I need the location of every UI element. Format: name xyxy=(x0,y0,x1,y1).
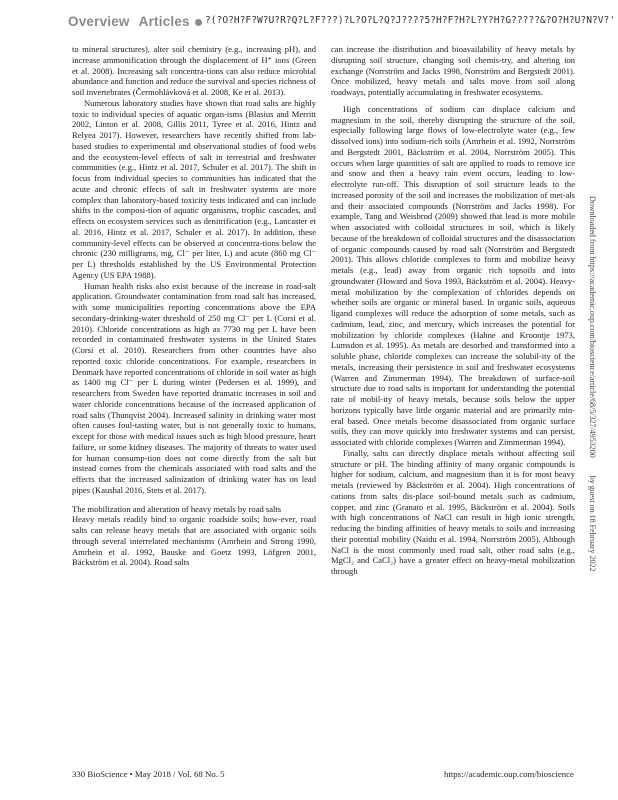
left-column xyxy=(72,44,316,568)
footer-citation: 330 BioScience • May 2018 / Vol. 68 No. 5 xyxy=(72,769,225,779)
articles-link[interactable]: Articles xyxy=(138,14,190,29)
dot-icon xyxy=(195,19,202,26)
left-paragraph-3: Human health risks also exist because of the increase in road-salt application. Groundwater contamination from road salt has increased, with some municipalities reporting concentrations above the EPA secondary-drinking-water threshold of 250 mg Cl⁻ per L (Corsi et al. 2010). Chloride concentrations as high as 7730 mg per L have been recorded in contaminated freshwater systems in the United States (Corsi et al. 2010). Researchers from other countries have also reported toxic chloride concentrations. For example, researchers in Denmark have reported concentrations of chloride in soil water as high as 1400 mg Cl⁻ per L during winter (Pedersen et al. 1999), and researchers from Sweden have reported dramatic increases in soil and water chloride concentrations because of the increased application of road salts (Thunqvist 2004). Increased salinity in drinking water most often causes foul-tasting water, but is not generally toxic to humans, except for those with medical issues such as high blood pressure, heart failure, or some kidney diseases. The majority of threats to water used for human consump-tion does not come directly from the salt but instead comes from the chemicals associated with road salts and the effects that the increased salinization of drinking water has on lead pipes (Kaushal 2016, Stets et al. 2017). xyxy=(72,280,316,495)
header-garbled-text: ?(?O?H?F?W?U?R?Q?L?F???)?L?O?L?Q?J????5?H?F?H?L?Y?H?G?????&?O?H?U?N?V?' xyxy=(205,15,615,26)
right-paragraph-3: Finally, salts can directly displace metals without affecting soil structure or pH. The binding affinity of many organic compounds is higher for sodium, calcium, and magnesium than it is for most heavy metals (reviewed by Bäckström et al. 2004). High concentrations of cations from salts dis-place soil-bound metals such as cadmium, copper, and zinc (Granato et al. 1995, Bäckström et al. 2004). Soils with high concentrations of NaCl can result in high ionic strength, reducing the binding affinities of heavy metals to soils and increasing their potential mobility (Naidu et al. 1994, Norrström 2005). Although NaCl is the most commonly used road salt, other road salts (e.g., MgCl₂ and CaCl₂) have a greater effect on heavy-metal mobilization through xyxy=(331,447,575,576)
left-paragraph-2: Numerous laboratory studies have shown that road salts are highly toxic to individual species of aquatic organ-isms (Blasius and Merritt 2002, Linton et al. 2008, Gillis 2011, Tyree et al. 2016, Hintz and Relyea 2017). However, researchers have recently shifted from lab-based studies to experimental and observational studies of food webs and the ecosystem-level effects of salt in terrestrial and freshwater communities (e.g., Hintz et al. 2017, Schuler et al. 2017). The shift in focus from individual species to communities has indicated that the acute and chronic effects of salt in freshwater systems are more complex than laboratory-based toxicity tests indicated and can include shifts in the composi-tion of aquatic organisms, trophic cascades, and effects on ecosystem services such as denitrification (e.g., Lancaster et al. 2016, Hintz et al. 2017, Schuler et al. 2017). In addition, these community-level effects can be observed at concentra-tions below the chronic (230 milligrams, mg, Cl⁻ per liter, L) and acute (860 mg Cl⁻ per L) thresholds established by the US Environmental Protection Agency (US EPA 1988). xyxy=(72,97,316,280)
downloaded-from-text: Downloaded from https://academic.oup.com/bioscience/article/68/5/327/4953200 xyxy=(588,196,597,458)
by-guest-text: by guest on 18 February 2022 xyxy=(588,475,597,572)
page-header xyxy=(68,14,613,36)
footer-url[interactable]: https://academic.oup.com/bioscience xyxy=(444,769,574,779)
right-paragraph-2: High concentrations of sodium can displace calcium and magnesium in the soil, thereby disrupting the structure of the soil, especially following large flows of low-electrolyte water (e.g., few dissolved ions) into sodium-rich soils (Amrhein et al. 1992, Norrström and Bergstedt 2001, Bäckström et al. 2004, Norrström 2005). This occurs when large quantities of salt are applied to roads to remove ice and snow and then a heavy rain event occurs, leading to low-electrolyte run-off. This disruption of soil structure leads to the increased porosity of the soil and increases the mobilization of met-als and their associated compounds (Norrström and Jacks 1998). For example, Tang and Weisbrod (2009) showed that lead is more mobile when associated with colloidal structures in soil, which is likely because of the breakdown of colloidal structures and the disassociation of organic compounds caused by road salt (Norrström and Bergstedt 2001). This allows chloride complexes to form and mobilize heavy metals (e.g., lead) away from organic rich topsoils and into groundwater (Howard and Sova 1993, Bäckström et al. 2004). Heavy-metal mobilization by the complexation of chlorides depends on whether soils are organic or mineral based. In organic soils, aqueous ligand complexes will reduce the adsorption of some metals, such as cadmium, lead, zinc, and mercury, which increases the potential for mobilization by chloride complexes (Hahne and Kroontje 1973, Lumsdon et al. 1995). As metals are desorbed and transformed into a soluble phase, chloride complexes can increase the solubil-ity of the metals, increasing their persistence in soil and freshwater ecosystems (Warren and Zimmerman 1994). The breakdown of surface-soil structure due to road salts is important for understanding the potential rate of mobil-ity of heavy metals, because soils below the upper horizons typically have little organic material and are primarily min-eral based. Once metals become disassociated from organic surface soils, they can move quickly into freshwater systems and can persist, associated with chloride complexes (Warren and Zimmerman 1994). xyxy=(331,103,575,447)
overview-link[interactable]: Overview xyxy=(68,14,130,29)
section-heading: The mobilization and alteration of heavy metals by road salts xyxy=(72,503,282,514)
download-watermark xyxy=(588,196,597,589)
left-paragraph-1: to mineral structures), alter soil chemistry (e.g., increasing pH), and increase ammonification through the displacement of H⁺ ions (Green et al. 2008). Increasing salt concentra-tions can also reduce microbial abundance and function and reduce the survival and species richness of soil invertebrates (Čermohlávková et al. 2008, Ke et al. 2013). xyxy=(72,44,316,97)
left-paragraph-4: Heavy metals readily bind to organic roadside soils; how-ever, road salts can release heavy metals that are associated with organic soils through several interrelated mechanisms (Amrhein and Strong 1990, Amrhein et al. 1992, Bauske and Goetz 1993, Löfgren 2001, Bäckström et al. 2004). Road salts xyxy=(72,514,316,568)
right-column xyxy=(331,44,575,577)
right-paragraph-1: can increase the distribution and bioavailability of heavy metals by disrupting soil structure, changing soil chemis-try, and altering ion exchange (Norrström and Jacks 1998, Norrström and Bergstedt 2001). Once mobilized, heavy metals and salts move from soil along roadways, potentially accumulating in freshwater ecosystems. xyxy=(331,44,575,97)
header-nav xyxy=(68,14,202,29)
